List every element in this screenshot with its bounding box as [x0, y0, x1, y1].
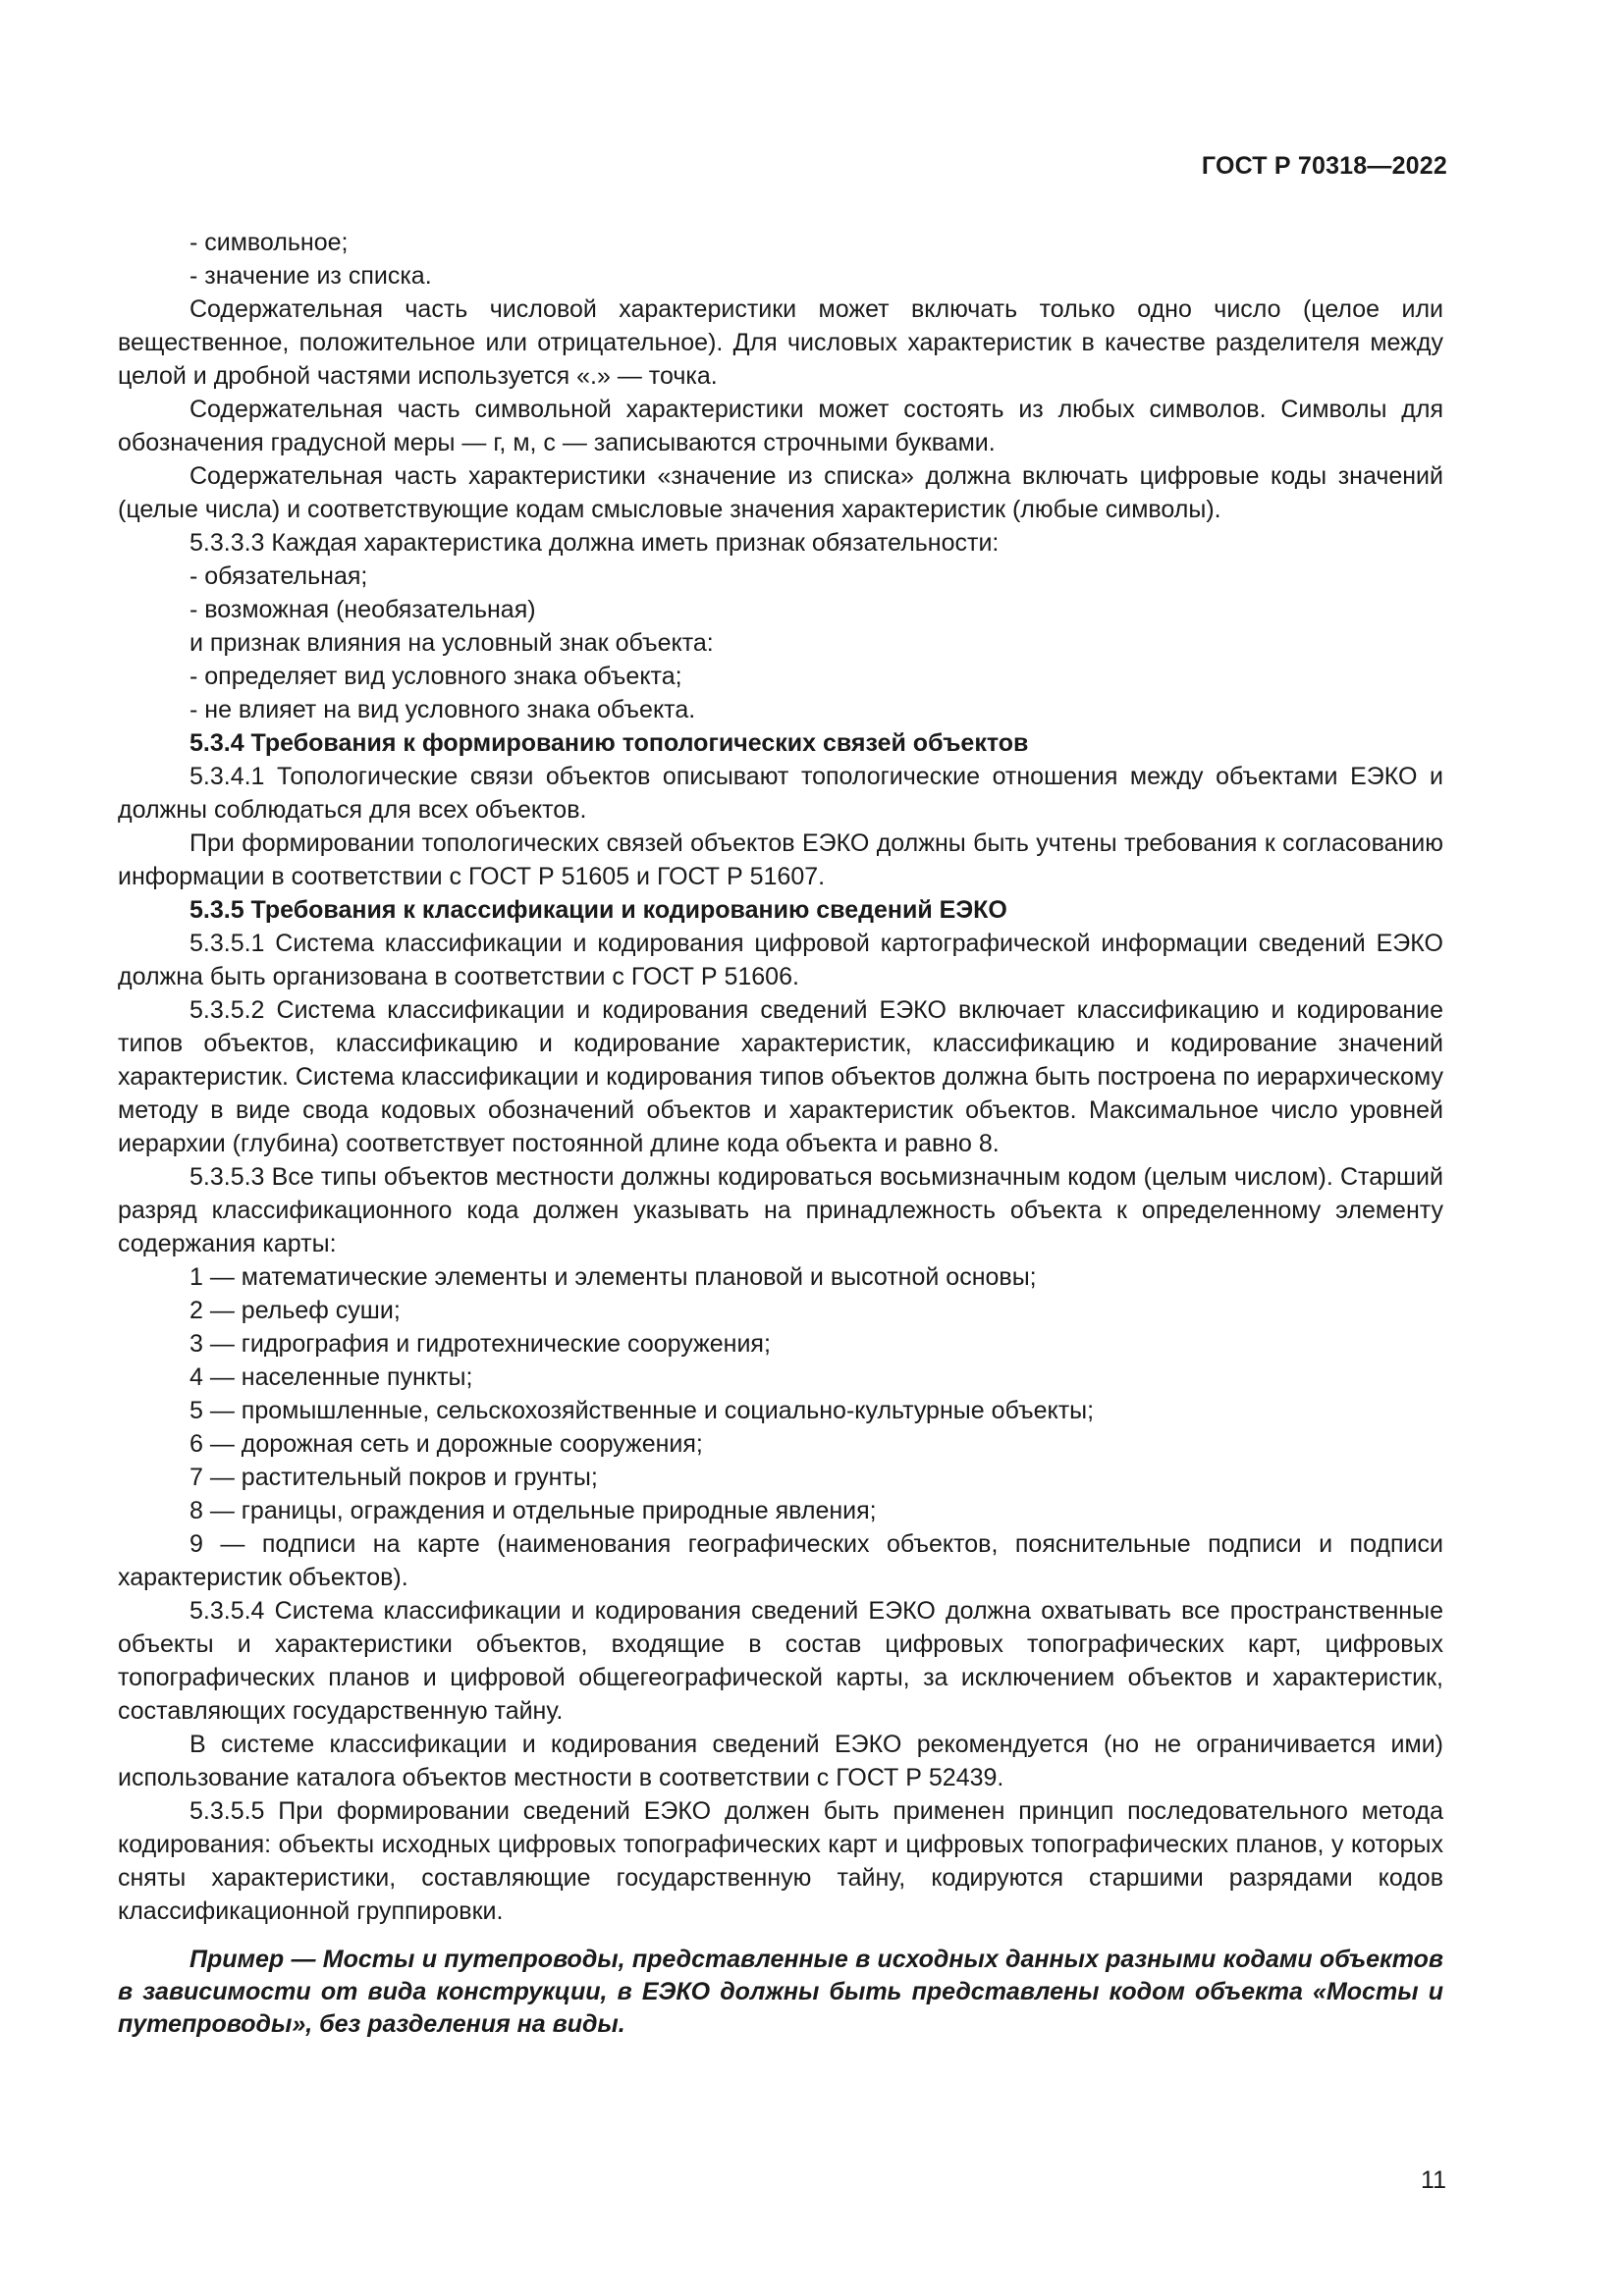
list-item: - обязательная; [189, 562, 368, 590]
list-item: - символьное; [189, 229, 349, 256]
document-body [118, 226, 1443, 2041]
clause-5-3-5-3: 5.3.5.3 Все типы объектов местности должны кодироваться восьмизначным кодом (целым числом). Старший разряд классификационного кода должен указывать на принадлежность объекта к определенному элементу содержания карты: [118, 1163, 1443, 1257]
paragraph: Содержательная часть характеристики «значение из списка» должна включать цифровые коды значений (целые числа) и соответствующие кодам смысловые значения характеристик (любые символы). [118, 462, 1443, 523]
clause-5-3-3-3: 5.3.3.3 Каждая характеристика должна иметь признак обязательности: [189, 529, 1000, 557]
clause-5-3-5-5: 5.3.5.5 При формировании сведений ЕЭКО должен быть применен принцип последовательного метода кодирования: объекты исходных цифровых топографических карт и цифровых топографических планов, у которых сняты характеристики, составляющие государственную тайну, кодируются старшими разрядами кодов классификационной группировки. [118, 1797, 1443, 1925]
list-item: 2 — рельеф суши; [189, 1297, 401, 1324]
section-heading-5-3-4: 5.3.4 Требования к формированию топологических связей объектов [189, 729, 1029, 757]
list-item: 8 — границы, ограждения и отдельные природные явления; [189, 1497, 877, 1524]
clause-5-3-5-2: 5.3.5.2 Система классификации и кодирования сведений ЕЭКО включает классификацию и кодирование типов объектов, классификацию и кодирование характеристик, классификацию и кодирование значений характеристик. Система классификации и кодирования типов объектов должна быть построена по иерархическому методу в виде свода кодовых обозначений объектов и характеристик объектов. Максимальное число уровней иерархии (глубина) соответствует постоянной длине кода объекта и равно 8. [118, 996, 1443, 1157]
clause-5-3-4-1: 5.3.4.1 Топологические связи объектов описывают топологические отношения между объектами ЕЭКО и должны соблюдаться для всех объектов. [118, 763, 1443, 824]
list-item: - значение из списка. [189, 262, 432, 290]
list-item: 7 — растительный покров и грунты; [189, 1464, 598, 1491]
list-item: 6 — дорожная сеть и дорожные сооружения; [189, 1430, 703, 1458]
section-heading-5-3-5: 5.3.5 Требования к классификации и кодированию сведений ЕЭКО [189, 896, 1007, 924]
list-item: - определяет вид условного знака объекта; [189, 663, 682, 690]
paragraph: При формировании топологических связей объектов ЕЭКО должны быть учтены требования к согласованию информации в соответствии с ГОСТ Р 51605 и ГОСТ Р 51607. [118, 829, 1443, 890]
paragraph: В системе классификации и кодирования сведений ЕЭКО рекомендуется (но не ограничивается ими) использование каталога объектов местности в соответствии с ГОСТ Р 52439. [118, 1731, 1443, 1791]
paragraph: и признак влияния на условный знак объекта: [189, 629, 714, 657]
document-code-header: ГОСТ Р 70318—2022 [1201, 152, 1447, 180]
list-item: 5 — промышленные, сельскохозяйственные и социально-культурные объекты; [189, 1397, 1095, 1424]
example-note: Пример — Мосты и путепроводы, представленные в исходных данных разными кодами объектов в зависимости от вида конструкции, в ЕЭКО должны быть представлены кодом объекта «Мосты и путепроводы», без разделения на виды. [118, 1946, 1443, 2038]
clause-5-3-5-4: 5.3.5.4 Система классификации и кодирования сведений ЕЭКО должна охватывать все пространственные объекты и характеристики объектов, входящие в состав цифровых топографических карт, цифровых топографических планов и цифровой общегеографической карты, за исключением объектов и характеристик, составляющих государственную тайну. [118, 1597, 1443, 1725]
list-item: 1 — математические элементы и элементы плановой и высотной основы; [189, 1263, 1037, 1291]
list-item: - не влияет на вид условного знака объекта. [189, 696, 696, 723]
list-item: 3 — гидрография и гидротехнические сооружения; [189, 1330, 771, 1358]
list-item: 9 — подписи на карте (наименования географических объектов, пояснительные подписи и подписи характеристик объектов). [118, 1530, 1443, 1591]
clause-5-3-5-1: 5.3.5.1 Система классификации и кодирования цифровой картографической информации сведений ЕЭКО должна быть организована в соответствии с ГОСТ Р 51606. [118, 930, 1443, 990]
list-item: - возможная (необязательная) [189, 596, 536, 623]
paragraph: Содержательная часть числовой характеристики может включать только одно число (целое или вещественное, положительное или отрицательное). Для числовых характеристик в качестве разделителя между целой и дробной частями используется «.» — точка. [118, 295, 1443, 390]
list-item: 4 — населенные пункты; [189, 1363, 473, 1391]
paragraph: Содержательная часть символьной характеристики может состоять из любых символов. Символы для обозначения градусной меры — г, м, с — записываются строчными буквами. [118, 396, 1443, 456]
page-number: 11 [1421, 2166, 1446, 2194]
